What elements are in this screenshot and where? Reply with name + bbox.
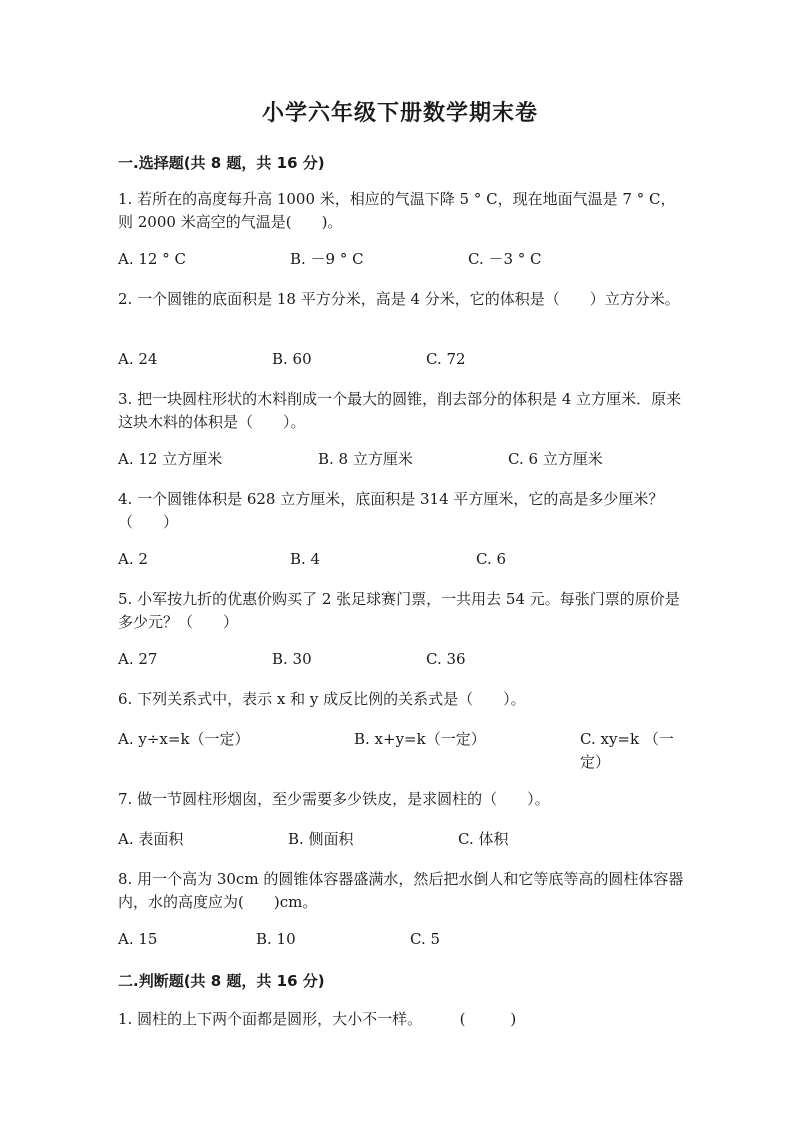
option-a: A. 12 立方厘米 — [118, 450, 223, 468]
question-8: 8. 用一个高为 30cm 的圆锥体容器盛满水，然后把水倒人和它等底等高的圆柱体容器内，水的高度应为( )cm。 — [118, 870, 684, 911]
option-b: B. 30 — [272, 650, 312, 668]
option-c: C. －3 ° C — [468, 250, 542, 268]
question-3: 3. 把一块圆柱形状的木料削成一个最大的圆锥，削去部分的体积是 4 立方厘米．原来这块木料的体积是（ ）。 — [118, 390, 682, 431]
question-1: 1. 若所在的高度每升高 1000 米，相应的气温下降 5 ° C，现在地面气温是 7 ° C，则 2000 米高空的气温是( )。 — [118, 190, 676, 231]
option-a: A. 24 — [118, 350, 158, 368]
option-c: C. 72 — [426, 350, 466, 368]
option-a: A. 15 — [118, 930, 158, 948]
option-b: B. 60 — [272, 350, 312, 368]
section-heading-multiple-choice: 一.选择题(共 8 题，共 16 分) — [118, 154, 325, 172]
option-a: A. 2 — [118, 550, 148, 568]
option-a: A. y÷x=k（一定） — [118, 730, 250, 748]
option-b: B. 侧面积 — [288, 830, 354, 848]
option-b: B. －9 ° C — [290, 250, 364, 268]
option-b: B. 4 — [290, 550, 321, 568]
section-heading-true-false: 二.判断题(共 8 题，共 16 分) — [118, 972, 325, 990]
option-c: C. 6 — [476, 550, 507, 568]
option-b: B. 10 — [256, 930, 296, 948]
option-b: B. x+y=k（一定） — [354, 730, 486, 748]
question-8-options — [118, 928, 688, 974]
exam-title: 小学六年级下册数学期末卷 — [261, 101, 538, 126]
option-c: C. 体积 — [458, 830, 509, 848]
option-a: A. 表面积 — [118, 830, 184, 848]
option-b: B. 8 立方厘米 — [318, 450, 413, 468]
option-c: C. 36 — [426, 650, 466, 668]
option-c: C. 5 — [410, 930, 441, 948]
question-6: 6. 下列关系式中，表示 x 和 y 成反比例的关系式是（ ）。 — [118, 690, 526, 708]
option-a: A. 27 — [118, 650, 158, 668]
question-6-options — [118, 728, 688, 774]
option-a: A. 12 ° C — [118, 250, 186, 268]
option-c: C. xy=k （一定） — [580, 730, 674, 771]
question-2: 2. 一个圆锥的底面积是 18 平方分米，高是 4 分米，它的体积是（ ）立方分米。 — [118, 290, 680, 308]
option-c: C. 6 立方厘米 — [508, 450, 603, 468]
question-4: 4. 一个圆锥体积是 628 立方厘米，底面积是 314 平方厘米，它的高是多少厘米？（ ） — [118, 490, 664, 531]
judgement-question-1: 1. 圆柱的上下两个面都是圆形，大小不一样。 ( ) — [118, 1010, 517, 1028]
question-7: 7. 做一节圆柱形烟囱，至少需要多少铁皮，是求圆柱的（ ）。 — [118, 790, 550, 808]
question-5: 5. 小军按九折的优惠价购买了 2 张足球赛门票，一共用去 54 元。每张门票的原价是多少元？（ ） — [118, 590, 680, 631]
